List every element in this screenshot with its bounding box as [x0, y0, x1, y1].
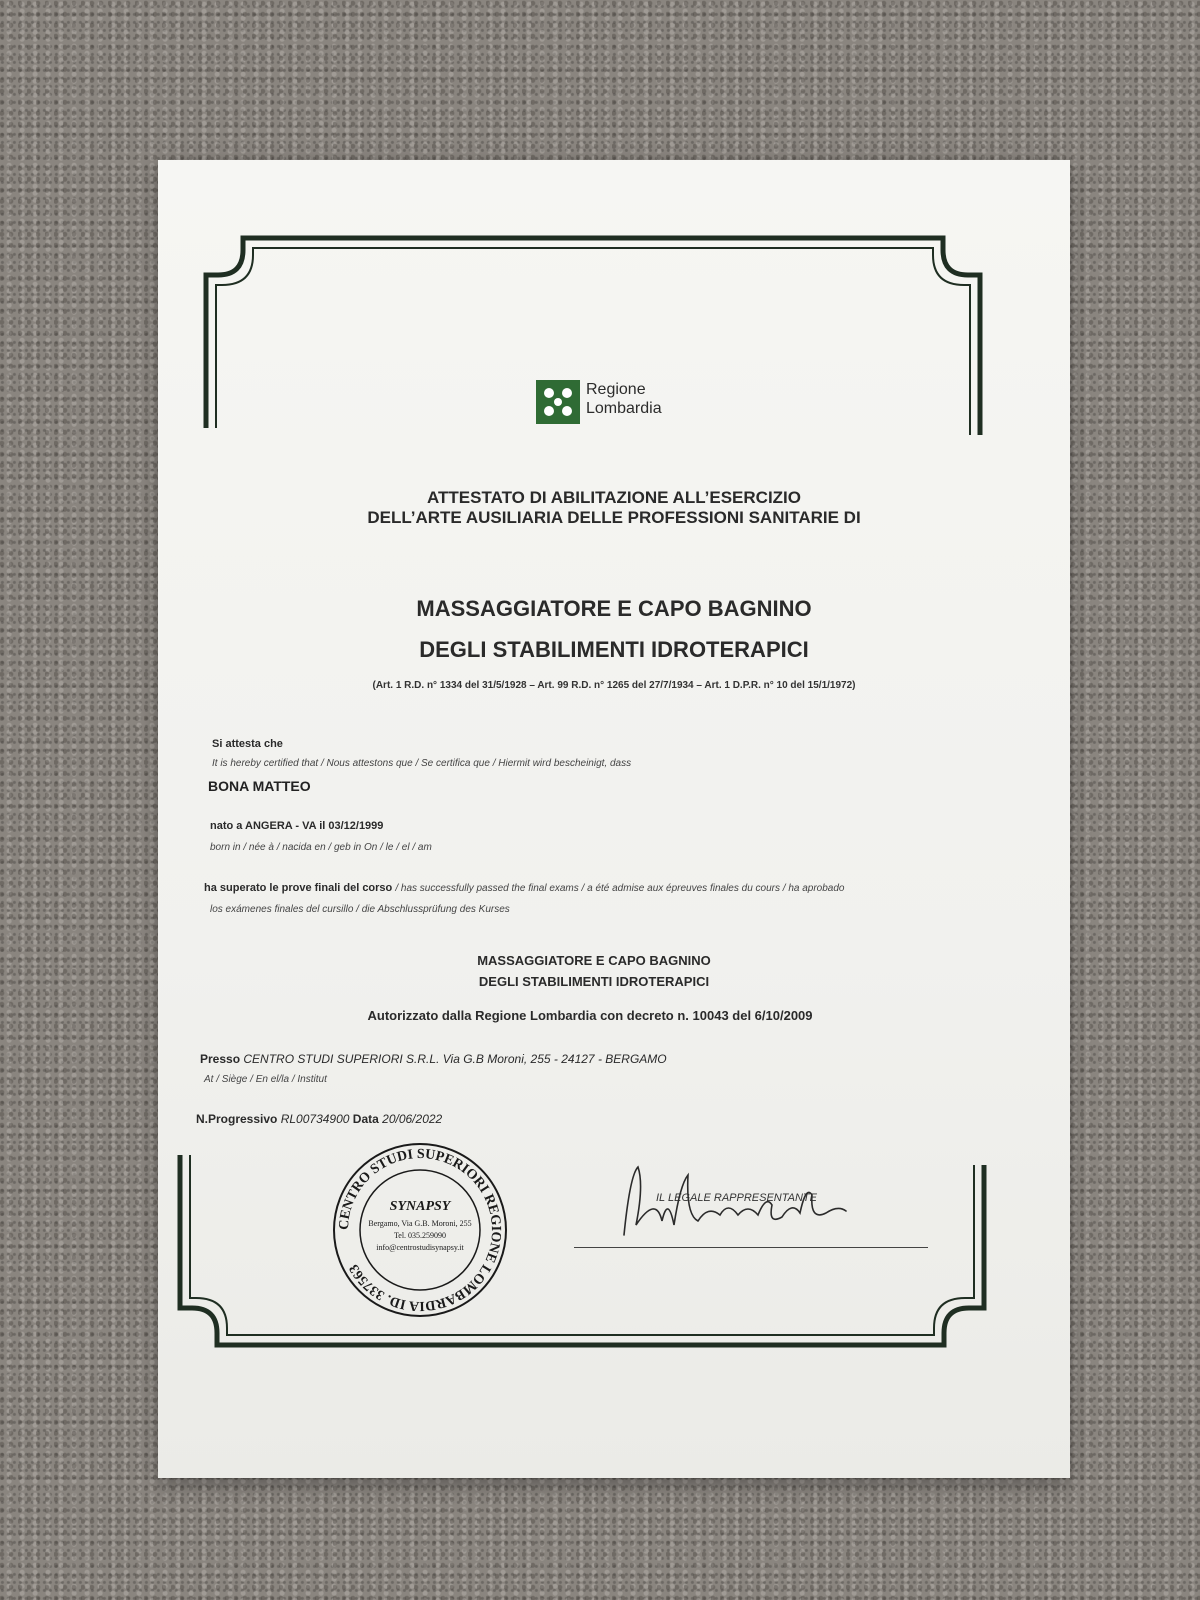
signature-line [574, 1247, 928, 1248]
qualification-line-2: DEGLI STABILIMENTI IDROTERAPICI [419, 637, 809, 662]
legal-representative-label: IL LEGALE RAPPRESENTANTE [656, 1192, 817, 1204]
stamp-address: Bergamo, Via G.B. Moroni, 255 [368, 1219, 472, 1228]
regione-lombardia-rose-icon [536, 380, 580, 424]
birth-translation: born in / née à / nacida en / geb in On / le / el / am [210, 842, 432, 853]
birth-info: nato a ANGERA - VA il 03/12/1999 [210, 820, 384, 832]
issue-date: 20/06/2022 [382, 1112, 443, 1126]
title-line-1: ATTESTATO DI ABILITAZIONE ALL’ESERCIZIO [427, 488, 801, 507]
decorative-border [158, 160, 1070, 1478]
stamp-email: info@centrostudisynapsy.it [376, 1243, 464, 1252]
certificate-paper [158, 160, 1070, 1478]
law-reference: (Art. 1 R.D. n° 1334 del 31/5/1928 – Art. 99 R.D. n° 1265 del 27/7/1934 – Art. 1 D.P.R. n° 10 del 15/1/1972) [372, 680, 856, 691]
passed-label: ha superato le prove finali del corso [204, 882, 393, 894]
institute-value: CENTRO STUDI SUPERIORI S.R.L. Via G.B Moroni, 255 - 24127 - BERGAMO [243, 1052, 667, 1066]
progressive-number-line [196, 1112, 442, 1126]
passed-translation-2: los exámenes finales del cursillo / die Abschlussprüfung des Kurses [210, 904, 510, 915]
logo-line-1: Regione [586, 381, 646, 398]
progressive-number: RL00734900 [280, 1112, 350, 1126]
course-line-1: MASSAGGIATORE E CAPO BAGNINO [477, 953, 711, 968]
holder-name: BONA MATTEO [208, 778, 311, 794]
certify-translation: It is hereby certified that / Nous attestons que / Se certifica que / Hiermit wird bescheinigt, dass [212, 758, 632, 769]
passed-translation-1: / has successfully passed the final exams / a été admise aux épreuves finales du cours / ha aprobado [395, 883, 845, 894]
regione-lombardia-logo [536, 378, 706, 426]
stamp-phone: Tel. 035.259090 [393, 1231, 447, 1240]
handwritten-signature [616, 1155, 856, 1245]
stamp-name: SYNAPSY [389, 1199, 451, 1214]
progressive-label: N.Progressivo [196, 1112, 278, 1126]
institute-label: Presso [200, 1052, 241, 1066]
institute-line [200, 1052, 667, 1066]
title-line-2: DELL’ARTE AUSILIARIA DELLE PROFESSIONI SANITARIE DI [367, 508, 861, 527]
certify-label: Si attesta che [212, 738, 283, 750]
date-label: Data [352, 1112, 379, 1126]
course-line-2: DEGLI STABILIMENTI IDROTERAPICI [478, 974, 710, 989]
stamp-arc-text: CENTRO STUDI SUPERIORI REGIONE LOMBARDIA ID. 337563 [336, 1146, 504, 1314]
passed-statement [204, 882, 1004, 894]
logo-line-2: Lombardia [586, 400, 662, 417]
institute-stamp [330, 1140, 510, 1320]
course-name [138, 950, 1050, 992]
authorization-decree: Autorizzato dalla Regione Lombardia con decreto n. 10043 del 6/10/2009 [367, 1008, 813, 1023]
institute-translation: At / Siège / En el/la / Institut [204, 1074, 327, 1085]
certificate-title [158, 488, 1070, 528]
qualification-heading [158, 588, 1070, 670]
qualification-line-1: MASSAGGIATORE E CAPO BAGNINO [416, 596, 812, 621]
logo-wordmark [586, 380, 662, 418]
